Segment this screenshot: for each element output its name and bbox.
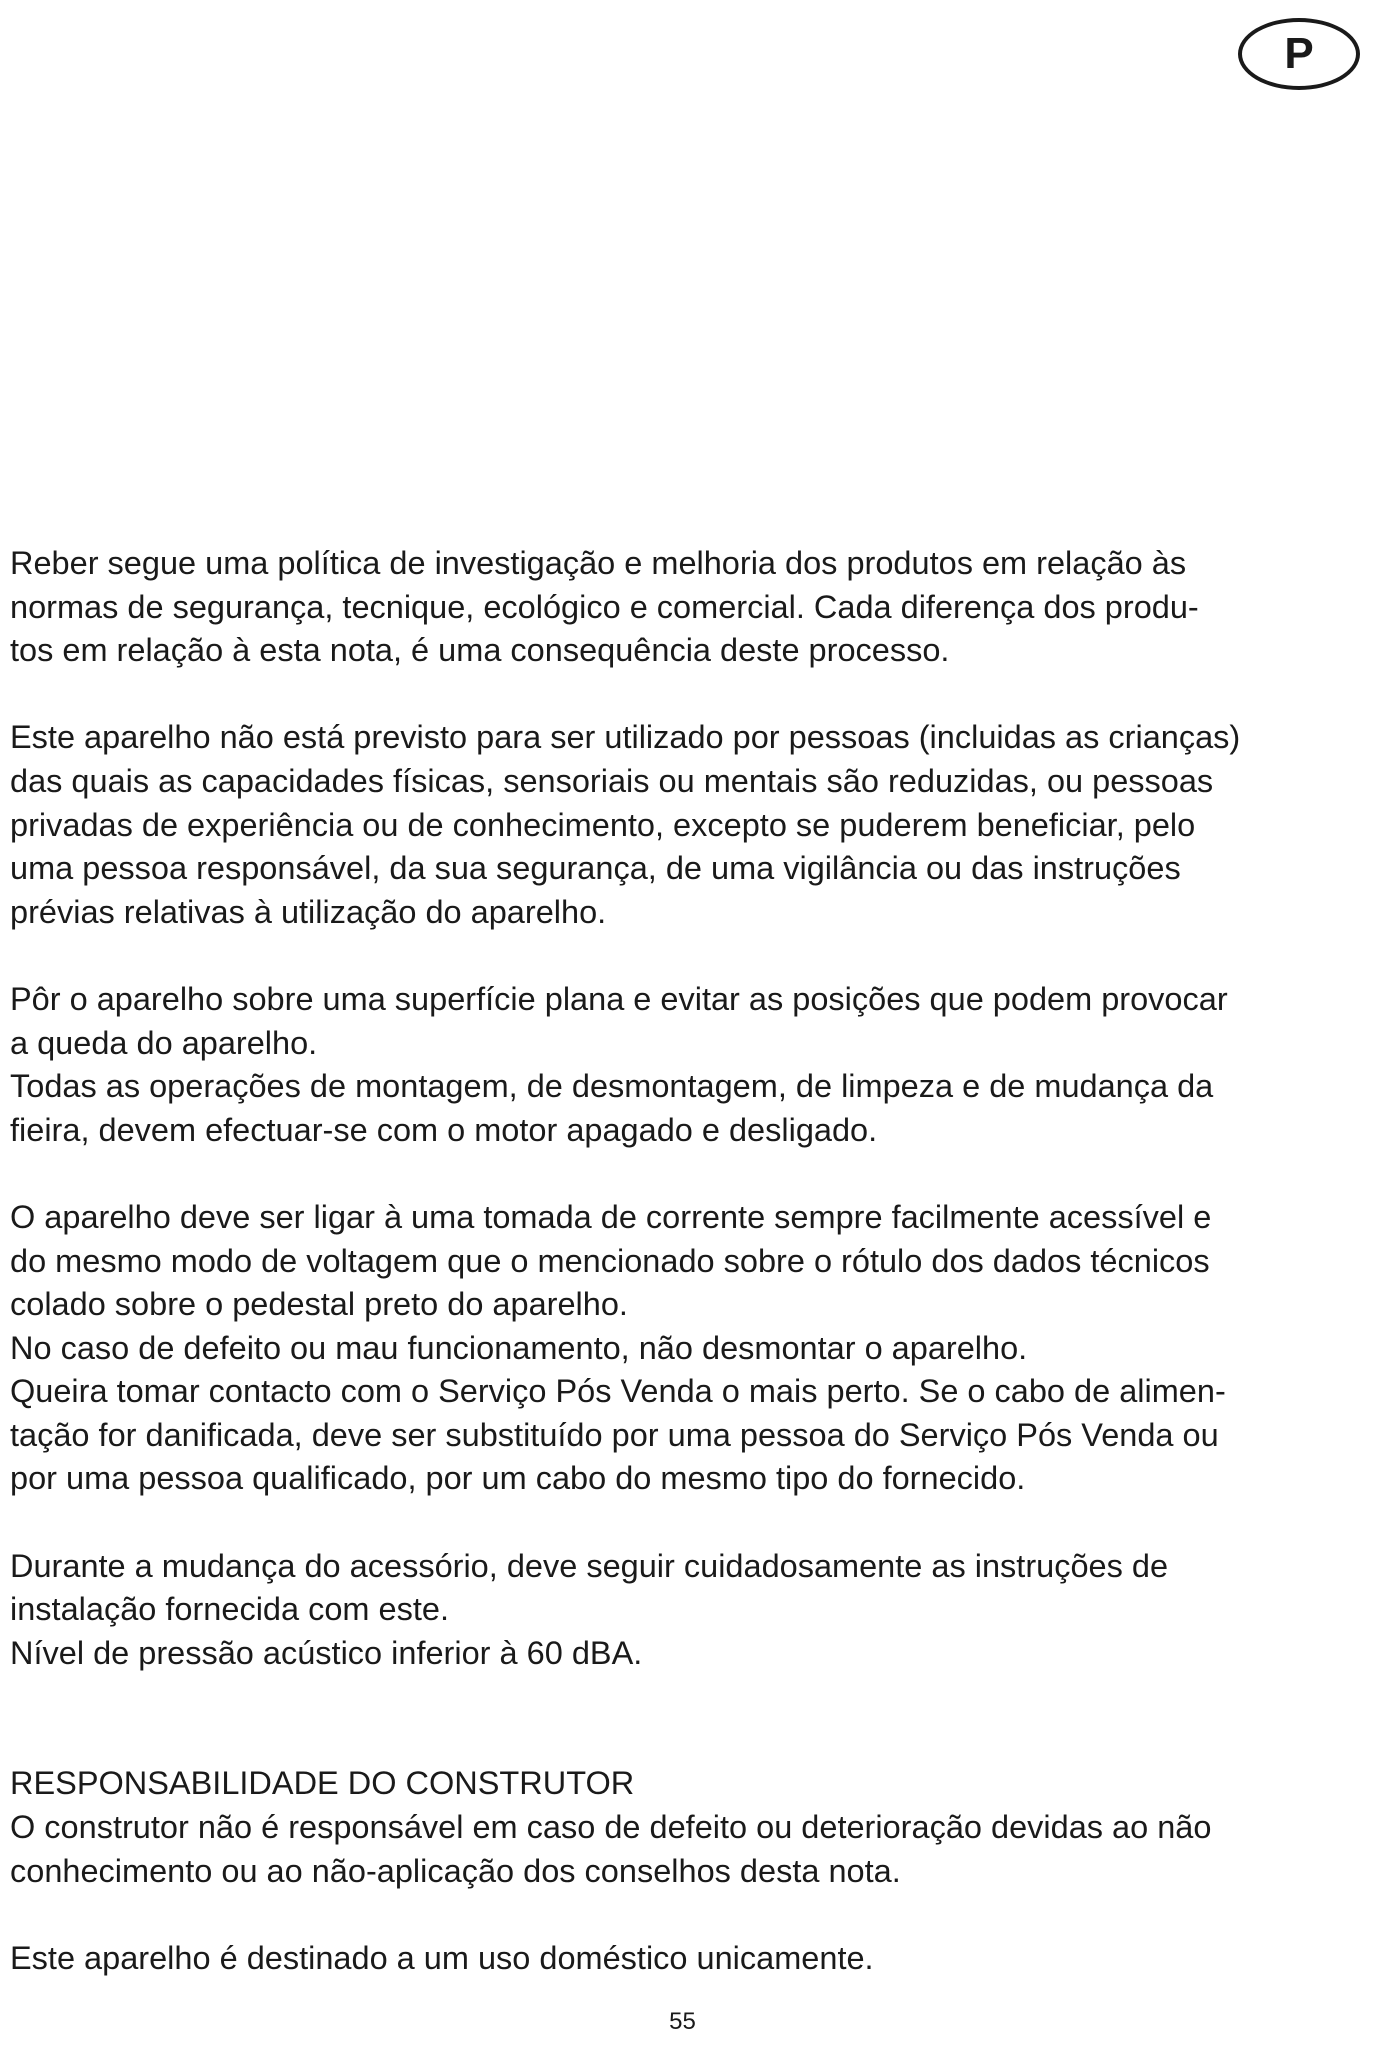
text-line: tos em relação à esta nota, é uma consequência deste processo.	[10, 632, 950, 669]
section-heading: RESPONSABILIDADE DO CONSTRUTOR	[10, 1765, 635, 1802]
text-line: colado sobre o pedestal preto do aparelho.	[10, 1286, 628, 1323]
text-line: a queda do aparelho.	[10, 1024, 318, 1061]
paragraph-gap	[10, 1675, 1395, 1762]
text-line: No caso de defeito ou mau funcionamento, não desmontar o aparelho.	[10, 1329, 1028, 1366]
text-line: Reber segue uma política de investigação e melhoria dos produtos em relação às	[10, 545, 1187, 581]
paragraph-gap	[10, 1152, 1395, 1196]
paragraph-gap	[10, 1893, 1395, 1937]
text-line: Este aparelho não está previsto para ser utilizado por pessoas (incluidas as crianças)	[10, 719, 1241, 756]
text-line: das quais as capacidades físicas, sensoriais ou mentais são reduzidas, ou pessoas	[10, 762, 1214, 799]
paragraph-manufacturer-liability	[10, 1762, 1395, 1893]
paragraph-domestic-use	[10, 1937, 1395, 1981]
text-line: Pôr o aparelho sobre uma superfície plana e evitar as posições que podem provocar	[10, 980, 1228, 1017]
text-line: Queira tomar contacto com o Serviço Pós Venda o mais perto. Se o cabo de alimen-	[10, 1373, 1226, 1410]
paragraph-placement-safety	[10, 978, 1395, 1152]
text-line: fieira, devem efectuar-se com o motor apagado e desligado.	[10, 1111, 878, 1148]
text-line: tação for danificada, deve ser substituído por uma pessoa do Serviço Pós Venda ou	[10, 1416, 1219, 1453]
text-line: instalação fornecida com este.	[10, 1591, 449, 1628]
paragraph-gap	[10, 934, 1395, 978]
paragraph-gap	[10, 1501, 1395, 1545]
text-line: O aparelho deve ser ligar à uma tomada de corrente sempre facilmente acessível e	[10, 1198, 1212, 1235]
paragraph-gap	[10, 673, 1395, 717]
text-line: Durante a mudança do acessório, deve seguir cuidadosamente as instruções de	[10, 1547, 1169, 1584]
text-line: Nível de pressão acústico inferior à 60 dBA.	[10, 1634, 643, 1671]
paragraph-electrical-safety	[10, 1196, 1395, 1501]
text-line: normas de segurança, tecnique, ecológico e comercial. Cada diferença dos produ-	[10, 588, 1199, 625]
page-number: 55	[669, 2008, 696, 2035]
text-line: uma pessoa responsável, da sua segurança, de uma vigilância ou das instruções	[10, 850, 1181, 887]
text-line: conhecimento ou ao não-aplicação dos conselhos desta nota.	[10, 1852, 901, 1889]
paragraph-user-restrictions	[10, 716, 1395, 934]
text-line: Este aparelho é destinado a um uso doméstico unicamente.	[10, 1939, 874, 1976]
document-body	[10, 542, 1395, 1980]
paragraph-accessory-change	[10, 1545, 1395, 1676]
text-line: Todas as operações de montagem, de desmontagem, de limpeza e de mudança da	[10, 1068, 1214, 1105]
text-line: O construtor não é responsável em caso de defeito ou deterioração devidas ao não	[10, 1809, 1212, 1846]
paragraph-improvement-policy	[10, 542, 1395, 673]
text-line: do mesmo modo de voltagem que o mencionado sobre o rótulo dos dados técnicos	[10, 1242, 1210, 1279]
text-line: privadas de experiência ou de conhecimento, excepto se puderem beneficiar, pelo	[10, 806, 1196, 843]
language-badge-p: P	[1238, 18, 1360, 90]
text-line: por uma pessoa qualificado, por um cabo do mesmo tipo do fornecido.	[10, 1460, 1026, 1497]
text-line: prévias relativas à utilização do aparelho.	[10, 893, 607, 930]
